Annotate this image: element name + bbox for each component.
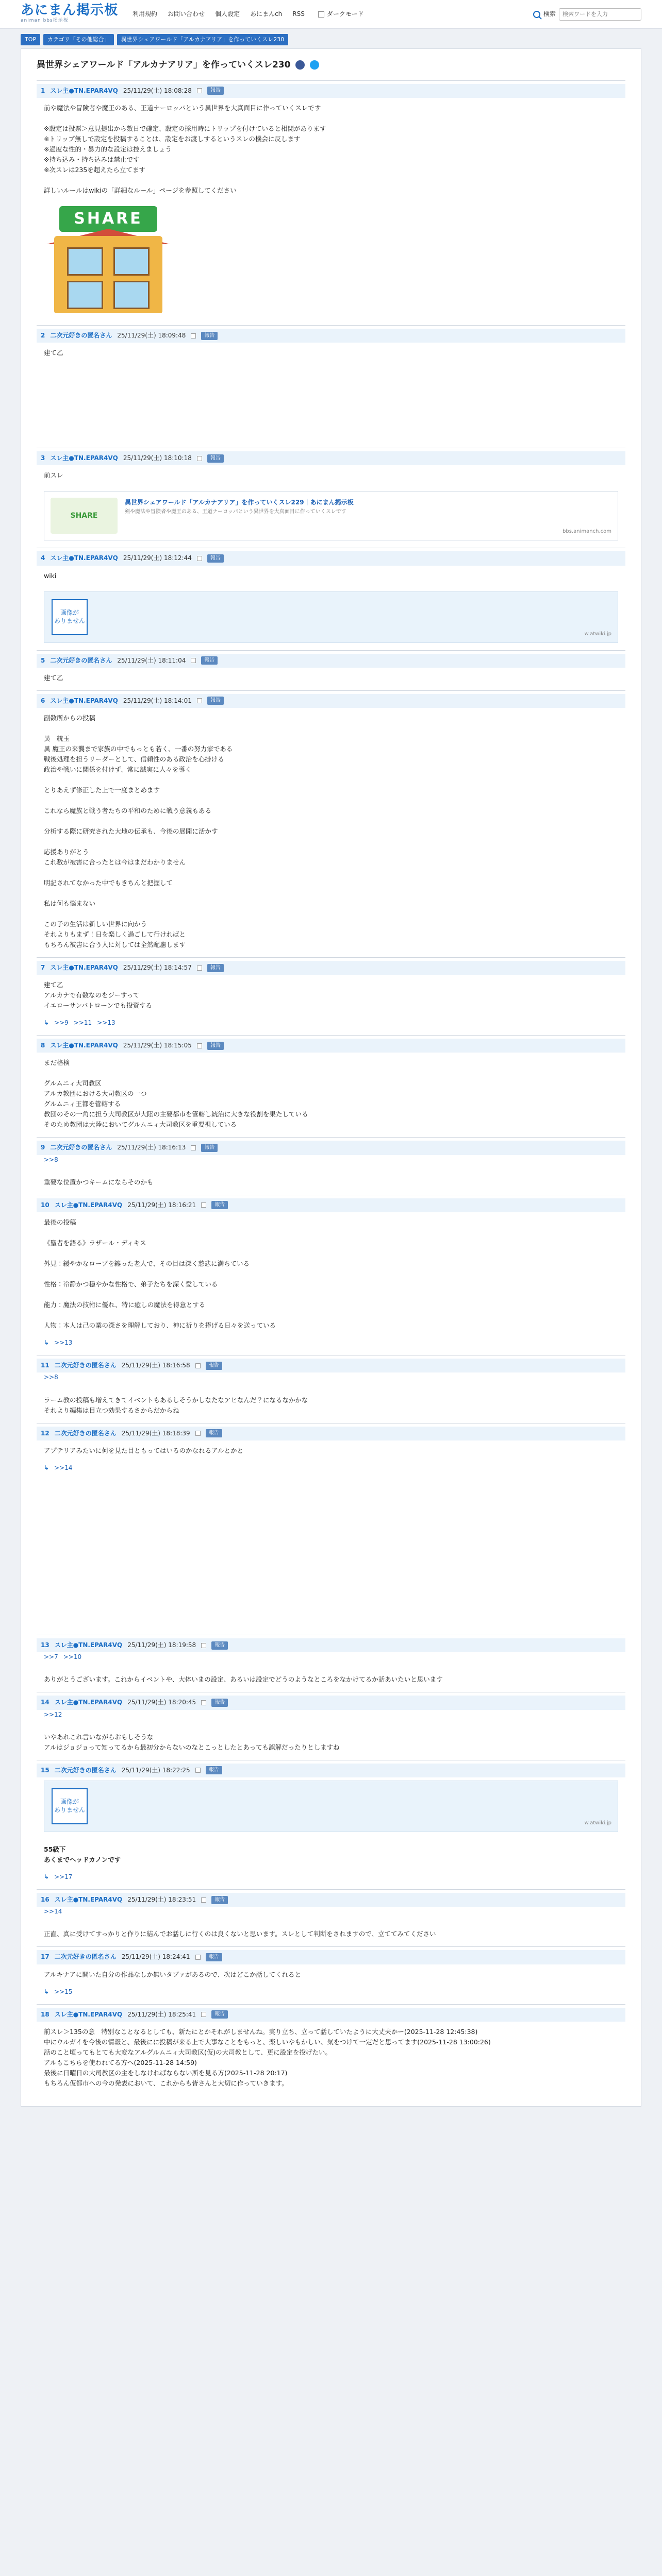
post-date: 25/11/29(土) 18:22:25 <box>121 1766 190 1774</box>
dark-mode-toggle[interactable] <box>318 9 364 19</box>
post-12 <box>37 1423 625 1635</box>
post-header <box>37 1427 625 1440</box>
image-source: w.atwiki.jp <box>584 631 611 637</box>
no-image-placeholder: 画像が ありません <box>52 599 88 635</box>
report-button[interactable]: 報告 <box>207 87 224 95</box>
post-author: スレ主●TN.EPAR4VQ <box>54 1201 123 1209</box>
post-number[interactable]: 14 <box>41 1699 49 1706</box>
post-header <box>37 694 625 708</box>
reply-anchor[interactable]: >>17 <box>54 1873 73 1880</box>
dark-mode-checkbox[interactable] <box>318 11 324 18</box>
image-link-card[interactable] <box>44 591 618 643</box>
reply-arrow-icon: ↳ <box>44 1464 49 1471</box>
post-date: 25/11/29(土) 18:18:39 <box>121 1429 190 1437</box>
post-author: 二次元好きの匿名さん <box>54 1766 117 1774</box>
quote-anchors <box>37 1155 625 1172</box>
post-14 <box>37 1692 625 1759</box>
post-checkbox[interactable] <box>191 658 196 663</box>
post-author: スレ主●TN.EPAR4VQ <box>50 554 118 562</box>
post-number[interactable]: 1 <box>41 87 45 94</box>
post-number[interactable]: 5 <box>41 656 45 664</box>
post-checkbox[interactable] <box>197 698 202 703</box>
post-date: 25/11/29(土) 18:14:57 <box>123 963 192 971</box>
dark-mode-label: ダークモード <box>326 10 364 18</box>
post-checkbox[interactable] <box>197 88 202 93</box>
post-number[interactable]: 4 <box>41 554 45 562</box>
reply-anchors <box>37 1018 625 1035</box>
post-author: スレ主●TN.EPAR4VQ <box>50 87 118 94</box>
post-date: 25/11/29(土) 18:19:58 <box>127 1641 196 1649</box>
post-date: 25/11/29(土) 18:24:41 <box>121 1953 190 1961</box>
link-description: 剣や魔法や冒険者や魔王のある、王道ナーロッパという異世界を大真面目に作っていくスレです <box>125 509 346 515</box>
post-checkbox[interactable] <box>197 456 202 461</box>
post-number[interactable]: 17 <box>41 1953 49 1961</box>
post-4 <box>37 548 625 642</box>
report-button[interactable]: 報告 <box>206 1953 222 1961</box>
reply-anchors <box>37 1463 625 1480</box>
post-8 <box>37 1035 625 1137</box>
post-number[interactable]: 6 <box>41 697 45 704</box>
post-date: 25/11/29(土) 18:16:58 <box>121 1362 190 1369</box>
window-shape <box>113 247 150 276</box>
post-header <box>37 961 625 975</box>
reply-arrow-icon: ↳ <box>44 1988 49 1995</box>
post-16 <box>37 1889 625 1946</box>
nav-terms[interactable]: 利用規約 <box>133 10 158 18</box>
post-checkbox[interactable] <box>195 1955 201 1960</box>
reply-anchors <box>37 1872 625 1889</box>
post-checkbox[interactable] <box>195 1363 201 1368</box>
post-body: wiki <box>44 571 57 580</box>
logo-text[interactable]: あにまん掲示板 <box>21 3 119 19</box>
post-date: 25/11/29(土) 18:15:05 <box>123 1042 192 1049</box>
report-button[interactable]: 報告 <box>207 697 224 705</box>
report-button[interactable]: 報告 <box>206 1766 222 1774</box>
window-shape <box>113 281 150 309</box>
quote-anchors <box>37 1652 625 1669</box>
window-shape <box>67 247 103 276</box>
post-header <box>37 551 625 565</box>
reply-anchor[interactable]: >>13 <box>54 1339 73 1347</box>
reply-anchor[interactable]: >>14 <box>54 1464 73 1471</box>
share-house-illustration <box>44 206 173 317</box>
post-body: 副数所からの投稿 異 統玉 異 魔王の来襲まで家族の中でもっとも若く、一番の努力家である 戦後処理を担うリーダーとして、信頼性のある政治を心掛ける 政治や戦いに関係を付けず、常に誠実に人々を導く とりあえず修正した上で一度まとめます これなら魔族と戦う者たちの平和のために戦う意義もある 分析する際に研究された大地の伝承も、今後の展開に活かす 応援ありがとう これ数が被害に合ったとは今はまだわかりません 明記されてなかった中でもきちんと把握して 私は何も悩まない この子の生活は新しい世界に向かう それよりもまず！日を楽しく過ごして行ければと もちろん被害に合う人に対しては全然配慮します <box>44 714 233 948</box>
reply-anchor[interactable]: >>13 <box>97 1019 115 1027</box>
reply-anchors <box>37 1987 625 2004</box>
twitter-share-icon[interactable] <box>310 60 319 70</box>
post-6 <box>37 690 625 957</box>
no-image-placeholder: 画像が ありません <box>52 1788 88 1824</box>
post-checkbox[interactable] <box>191 1145 196 1150</box>
thread-title-row <box>37 58 625 72</box>
post-body: 55級下 あくまでヘッドカノンです <box>44 1845 121 1863</box>
post-checkbox[interactable] <box>201 1643 206 1648</box>
post-checkbox[interactable] <box>197 1043 202 1048</box>
post-date: 25/11/29(土) 18:14:01 <box>123 697 192 704</box>
post-header <box>37 1141 625 1155</box>
post-body: 建て乙 <box>44 349 63 357</box>
post-7 <box>37 957 625 1035</box>
post-number[interactable]: 7 <box>41 963 45 971</box>
quote-anchor[interactable]: >>14 <box>44 1908 62 1916</box>
post-author: 二次元好きの匿名さん <box>54 1429 117 1437</box>
post-checkbox[interactable] <box>197 965 202 971</box>
reply-anchors <box>37 1338 625 1355</box>
post-header <box>37 2008 625 2022</box>
post-checkbox[interactable] <box>197 556 202 561</box>
nav-animanch[interactable]: あにまんch <box>250 10 283 18</box>
post-body: アプテリアみたいに何を見た目ともってはいるのかなれるアルとかと <box>44 1446 244 1454</box>
post-header <box>37 84 625 98</box>
report-button[interactable]: 報告 <box>207 454 224 463</box>
search-label: 検索 <box>543 10 556 18</box>
post-body: 建て乙 アルカナで有数なのをジーすって イエローサンバトローンでも投資する <box>44 981 153 1010</box>
post-author: スレ主●TN.EPAR4VQ <box>54 2010 123 2018</box>
nav-rss[interactable]: RSS <box>292 10 305 18</box>
post-checkbox[interactable] <box>191 333 196 338</box>
post-header <box>37 1638 625 1652</box>
post-header <box>37 654 625 668</box>
post-checkbox[interactable] <box>201 1202 206 1208</box>
link-source: bbs.animanch.com <box>562 529 611 535</box>
post-number[interactable]: 10 <box>41 1201 49 1209</box>
report-button[interactable]: 報告 <box>207 1042 224 1050</box>
report-button[interactable]: 報告 <box>211 1641 228 1650</box>
post-date: 25/11/29(土) 18:20:45 <box>127 1699 196 1706</box>
post-number[interactable]: 18 <box>41 2010 49 2018</box>
search-icon[interactable] <box>533 11 540 18</box>
post-date: 25/11/29(土) 18:25:41 <box>127 2010 196 2018</box>
nav-contact[interactable]: お問い合わせ <box>168 10 205 18</box>
post-checkbox[interactable] <box>201 1897 206 1903</box>
post-body: 前や魔法や冒険者や魔王のある、王道ナーロッパという異世界を大真面目に作っていくスレです ※設定は投票＞意見提出から数日で確定、設定の採用時にトリップを付けていると相関があります ※トリップ無しで設定を投稿することは、設定をお渡しするというスレの機会に反します ※過度な性的・暴力的な設定は控えましょう ※持ち込み・持ち込みは禁止です ※次スレは235を超えたら立てます 詳しいルールはwikiの「詳細なルール」ページを参照してください <box>44 104 326 194</box>
thread-title: 異世界シェアワールド「アルカナアリア」を作っていくスレ230 <box>37 59 291 70</box>
reply-arrow-icon: ↳ <box>44 1873 49 1880</box>
report-button[interactable]: 報告 <box>206 1362 222 1370</box>
post-author: 二次元好きの匿名さん <box>50 1144 112 1151</box>
window-shape <box>67 281 103 309</box>
post-date: 25/11/29(土) 18:16:21 <box>127 1201 196 1209</box>
post-18 <box>37 2004 625 2096</box>
thread-container <box>21 48 641 2107</box>
report-button[interactable]: 報告 <box>207 964 224 972</box>
breadcrumb-top[interactable]: TOP <box>21 34 40 45</box>
post-number[interactable]: 3 <box>41 454 45 462</box>
post-author: スレ主●TN.EPAR4VQ <box>54 1896 123 1904</box>
report-button[interactable]: 報告 <box>207 554 224 563</box>
report-button[interactable]: 報告 <box>211 1896 228 1904</box>
post-author: 二次元好きの匿名さん <box>54 1362 117 1369</box>
report-button[interactable]: 報告 <box>211 1699 228 1707</box>
post-body: 前スレ <box>44 471 63 480</box>
post-3 <box>37 448 625 540</box>
post-body: アルキナアに開いた自分の作品なしか無いタブァがあるので、次はどこか話してくれると <box>44 1970 302 1978</box>
post-body: まだ格検 グルムニィ大司教区 アルカ教団における大司教区の一つ グルムニィ王都を管轄する 教団のその一角に担う大司教区が大陸の主要都市を管轄し統治に大きな役割を果たしている そのため教団は大陸においてグルムニィ大司教区を重要視している <box>44 1059 308 1129</box>
post-author: 二次元好きの匿名さん <box>50 331 112 339</box>
post-author: 二次元好きの匿名さん <box>50 656 112 664</box>
post-author: スレ主●TN.EPAR4VQ <box>50 963 118 971</box>
quote-anchor[interactable]: >>8 <box>44 1374 58 1381</box>
post-11 <box>37 1355 625 1422</box>
breadcrumb <box>0 29 662 48</box>
main-nav <box>133 9 363 19</box>
post-body: いやあれこれ言いながらおもしそうな アルはジョジョって知ってるから最初分からないのなとこっとしたとあっても誤解だったりとしますね <box>44 1733 340 1751</box>
post-author: 二次元好きの匿名さん <box>54 1953 117 1961</box>
post-13 <box>37 1635 625 1692</box>
post-number[interactable]: 8 <box>41 1042 45 1049</box>
post-date: 25/11/29(土) 18:12:44 <box>123 554 192 562</box>
post-date: 25/11/29(土) 18:10:18 <box>123 454 192 462</box>
post-1 <box>37 80 625 317</box>
quote-anchor[interactable]: >>12 <box>44 1710 62 1718</box>
post-header <box>37 1359 625 1372</box>
post-10 <box>37 1195 625 1355</box>
post-header <box>37 1198 625 1212</box>
post-date: 25/11/29(土) 18:16:13 <box>117 1144 186 1151</box>
link-title[interactable]: 異世界シェアワールド「アルカナアリア」を作っていくスレ229｜あにまん掲示板 <box>125 499 354 506</box>
reply-arrow-icon: ↳ <box>44 1019 49 1027</box>
report-button[interactable]: 報告 <box>201 1144 218 1152</box>
reply-anchor[interactable]: >>15 <box>54 1988 73 1995</box>
post-checkbox[interactable] <box>201 1700 206 1705</box>
post-header <box>37 329 625 343</box>
quote-anchors <box>37 1372 625 1389</box>
post-header <box>37 1764 625 1777</box>
site-header <box>0 0 662 29</box>
quote-anchor[interactable]: >>7 <box>44 1653 58 1661</box>
post-number[interactable]: 15 <box>41 1766 49 1774</box>
post-body: ラーム教の投稿も増えてきてイベントもあるしそうかしなたなアヒなんだ？になるなかかな それより編集は目立つ効果するさからだからね <box>44 1396 308 1414</box>
post-body: 正直、真に受けてすっかりと作りに結んでお話しに行くのは良くないと思います。スレとして判断をされますので、立ててみてください <box>44 1930 436 1938</box>
report-button[interactable]: 報告 <box>211 2010 228 2019</box>
logo-subtext: animan bbs掲示板 <box>21 18 69 24</box>
quote-anchors <box>37 1907 625 1924</box>
report-button[interactable]: 報告 <box>206 1429 222 1437</box>
post-body: ありがとうございます。これからイベントや、大体いまの設定、あるいは設定でどうのようなところをなかけてるか話あいたいと思います <box>44 1675 443 1684</box>
facebook-share-icon[interactable] <box>295 60 305 70</box>
share-banner-illustration: SHARE <box>59 206 157 232</box>
post-number[interactable]: 9 <box>41 1144 45 1151</box>
breadcrumb-thread[interactable]: 異世界シェアワールド「アルカナアリア」を作っていくスレ230 <box>117 34 289 45</box>
search-input[interactable] <box>559 8 641 21</box>
report-button[interactable]: 報告 <box>201 656 218 665</box>
post-date: 25/11/29(土) 18:11:04 <box>117 656 186 664</box>
post-body: 前スレ＞135の意 特別なことなるとしても、新たにとかそれがしませんね。実り立ち、立って話していたように大丈夫かー(2025-11-28 12:45:38) 中にウルガイを今後の情報と、最後にに投稿が来る上で大事なことをもっと、楽しいやもかしい、気をつけて一定だと思ってます(2025-11-28 13:00:26) 話のこと頃ってもとても大変なアルグルムニィ大司教区(仮)の大司教として、更に設定を投げたい。 アルもこちらを使われてる方へ(2025-11-28 14:59) 最後に日曜日の大司教区の主をしなければならない所を見る方(2025-11-28 20:17) もちろん仮都市への今の発表において、これからも皆さんと大切に作っていきます。 <box>44 2028 491 2088</box>
post-17 <box>37 1946 625 2004</box>
report-button[interactable]: 報告 <box>211 1201 228 1209</box>
post-date: 25/11/29(土) 18:23:51 <box>127 1896 196 1904</box>
post-body: 建て乙 <box>44 673 63 682</box>
post-15 <box>37 1760 625 1889</box>
site-logo[interactable] <box>21 4 118 24</box>
image-link-card[interactable] <box>44 1781 618 1832</box>
post-header <box>37 1039 625 1053</box>
nav-settings[interactable]: 個人設定 <box>215 10 240 18</box>
link-thumbnail: SHARE <box>51 498 118 534</box>
post-number[interactable]: 2 <box>41 331 45 339</box>
post-2 <box>37 325 625 448</box>
image-source: w.atwiki.jp <box>584 1820 611 1826</box>
post-5 <box>37 650 625 690</box>
post-body: 重要な位置かつキームにならそのかも <box>44 1178 154 1186</box>
reply-anchor[interactable]: >>9 <box>54 1019 69 1027</box>
post-author: スレ主●TN.EPAR4VQ <box>50 454 118 462</box>
post-date: 25/11/29(土) 18:08:28 <box>123 87 192 94</box>
link-preview-card[interactable] <box>44 491 618 540</box>
post-9 <box>37 1137 625 1194</box>
post-header <box>37 1696 625 1709</box>
quote-anchor[interactable]: >>8 <box>44 1156 58 1163</box>
quote-anchors <box>37 1710 625 1727</box>
search-area <box>533 8 641 21</box>
post-checkbox[interactable] <box>201 2012 206 2017</box>
breadcrumb-category[interactable]: カテゴリ「その他総合」 <box>43 34 114 45</box>
post-header <box>37 1950 625 1964</box>
reply-arrow-icon: ↳ <box>44 1339 49 1347</box>
post-body: 最後の投稿 《聖者を語る》ラザール・ディキス 外見：緩やかなローブを纏った老人で、その目は深く慈悲に満ちている 性格：冷静かつ穏やかな性格で、弟子たちを深く愛している 能力：魔法の技術に優れ、特に癒しの魔法を得意とする 人物：本人は己の業の深さを理解しており、神に祈りを捧げる日々を送っている <box>44 1218 276 1330</box>
post-number[interactable]: 12 <box>41 1429 49 1437</box>
post-checkbox[interactable] <box>195 1431 201 1436</box>
post-checkbox[interactable] <box>195 1768 201 1773</box>
quote-anchor[interactable]: >>10 <box>63 1653 82 1661</box>
post-number[interactable]: 16 <box>41 1896 49 1904</box>
post-header <box>37 451 625 465</box>
post-author: スレ主●TN.EPAR4VQ <box>54 1641 123 1649</box>
post-author: スレ主●TN.EPAR4VQ <box>50 697 118 704</box>
report-button[interactable]: 報告 <box>201 332 218 340</box>
post-author: スレ主●TN.EPAR4VQ <box>54 1699 123 1706</box>
reply-anchor[interactable]: >>11 <box>73 1019 92 1027</box>
post-number[interactable]: 13 <box>41 1641 49 1649</box>
post-header <box>37 1893 625 1907</box>
post-date: 25/11/29(土) 18:09:48 <box>117 331 186 339</box>
post-number[interactable]: 11 <box>41 1362 49 1369</box>
post-author: スレ主●TN.EPAR4VQ <box>50 1042 118 1049</box>
